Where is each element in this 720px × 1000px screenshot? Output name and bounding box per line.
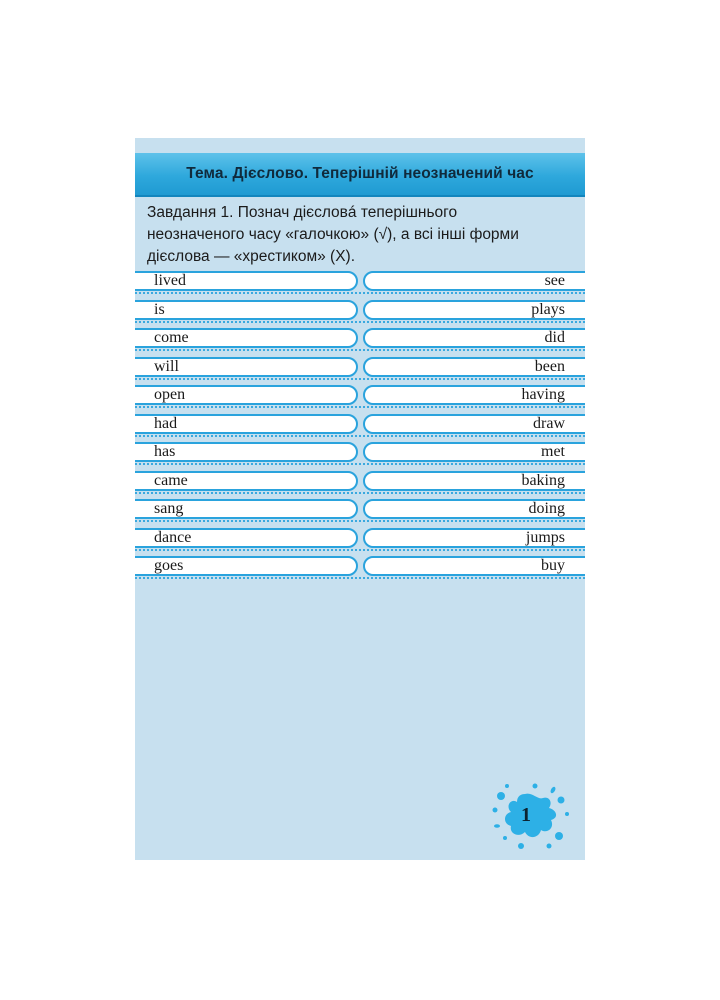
word-row bbox=[135, 495, 585, 524]
page-number-badge bbox=[487, 780, 575, 852]
word-row bbox=[135, 324, 585, 353]
word-box-right: did bbox=[363, 328, 585, 348]
dotted-divider bbox=[135, 292, 585, 294]
word-box-right: doing bbox=[363, 499, 585, 519]
word-box-left: is bbox=[135, 300, 358, 320]
word-box-right: buy bbox=[363, 556, 585, 576]
word-row bbox=[135, 552, 585, 581]
word-box-left: open bbox=[135, 385, 358, 405]
word-row bbox=[135, 381, 585, 410]
word-box-left: lived bbox=[135, 271, 358, 291]
word-box-left: has bbox=[135, 442, 358, 462]
title-bar bbox=[135, 153, 585, 197]
word-row bbox=[135, 467, 585, 496]
word-row bbox=[135, 267, 585, 296]
word-box-left: goes bbox=[135, 556, 358, 576]
task-line-3: дієслова — «хрестиком» (Х). bbox=[147, 248, 356, 265]
word-row bbox=[135, 353, 585, 382]
word-row bbox=[135, 296, 585, 325]
dotted-divider bbox=[135, 321, 585, 323]
word-box-right: plays bbox=[363, 300, 585, 320]
dotted-divider bbox=[135, 406, 585, 408]
dotted-divider bbox=[135, 463, 585, 465]
page-number: 1 bbox=[521, 804, 531, 826]
worksheet-page bbox=[135, 138, 585, 860]
word-box-left: dance bbox=[135, 528, 358, 548]
task-line-1: Завдання 1. Познач дієсловá теперішнього bbox=[147, 204, 458, 221]
dotted-divider bbox=[135, 577, 585, 579]
word-box-right: jumps bbox=[363, 528, 585, 548]
word-box-left: will bbox=[135, 357, 358, 377]
word-list bbox=[135, 267, 585, 581]
dotted-divider bbox=[135, 349, 585, 351]
dotted-divider bbox=[135, 520, 585, 522]
word-row bbox=[135, 410, 585, 439]
word-row bbox=[135, 438, 585, 467]
word-box-right: been bbox=[363, 357, 585, 377]
dotted-divider bbox=[135, 549, 585, 551]
word-box-left: came bbox=[135, 471, 358, 491]
dotted-divider bbox=[135, 492, 585, 494]
dotted-divider bbox=[135, 435, 585, 437]
word-box-right: baking bbox=[363, 471, 585, 491]
task-line-2: неозначеного часу «галочкою» (√), а всі інші форми bbox=[147, 226, 519, 243]
word-box-left: had bbox=[135, 414, 358, 434]
word-box-left: sang bbox=[135, 499, 358, 519]
dotted-divider bbox=[135, 378, 585, 380]
word-box-left: come bbox=[135, 328, 358, 348]
task-instructions bbox=[147, 202, 567, 268]
page-title: Тема. Дієслово. Теперішній неозначений час bbox=[186, 165, 534, 182]
word-box-right: see bbox=[363, 271, 585, 291]
word-box-right: draw bbox=[363, 414, 585, 434]
word-box-right: met bbox=[363, 442, 585, 462]
word-box-right: having bbox=[363, 385, 585, 405]
word-row bbox=[135, 524, 585, 553]
